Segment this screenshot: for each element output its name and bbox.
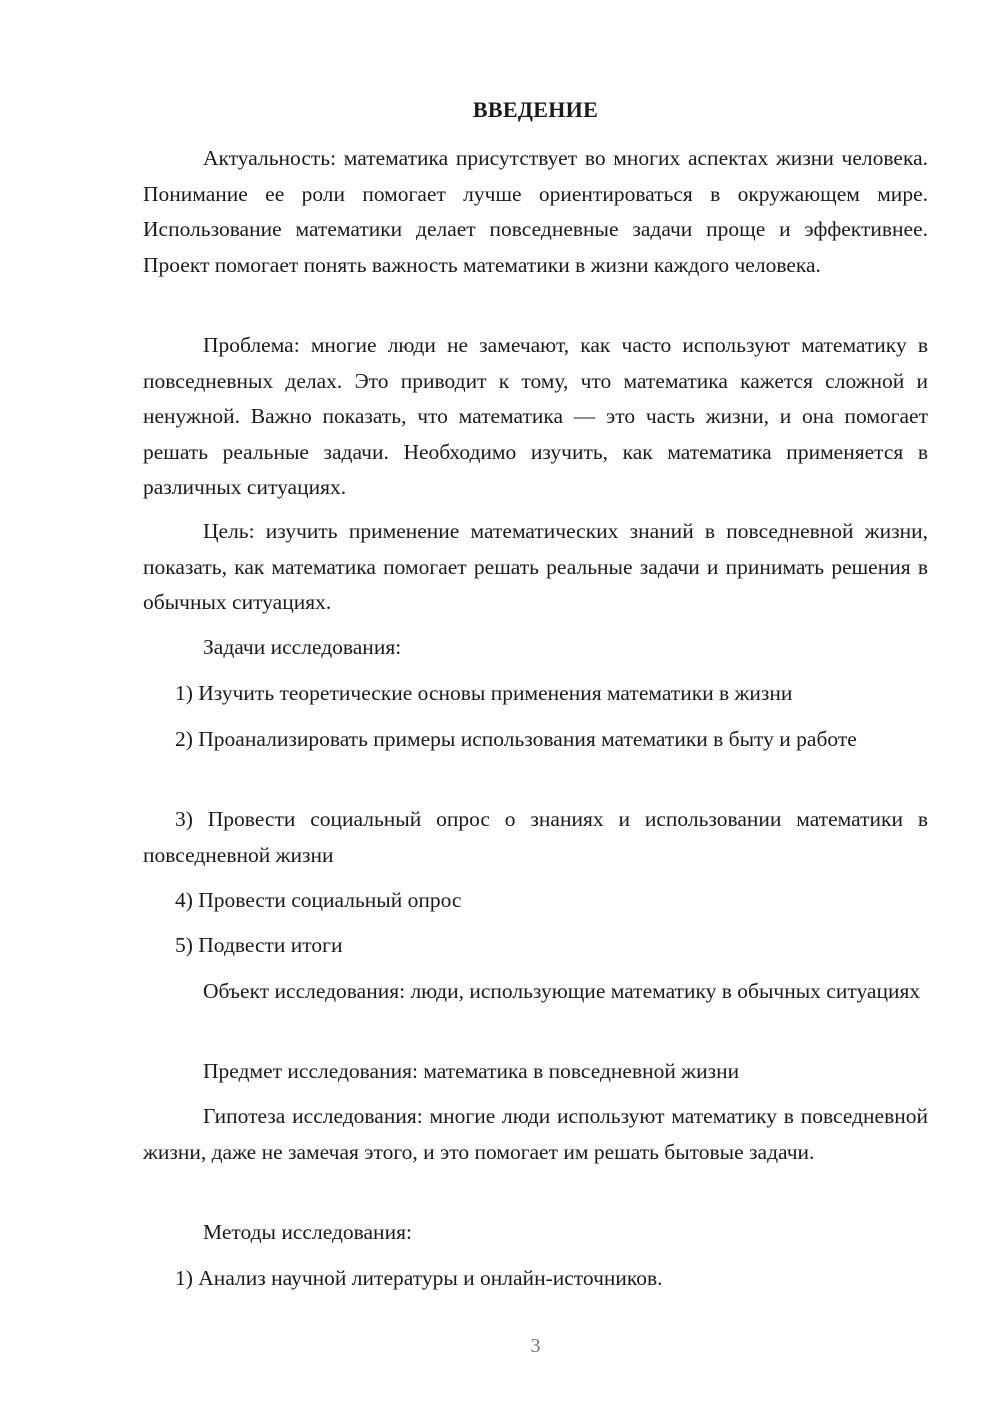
task-item-2: 2) Проанализировать примеры использования математики в быту и работе xyxy=(175,727,857,751)
task-item-4: 4) Провести социальный опрос xyxy=(175,888,462,912)
paragraph-relevance: Актуальность: математика присутствует во многих аспектах жизни человека. Понимание ее роли помогает лучше ориентироваться в окружающем мире. Использование математики делает повседневные задачи проще и эффективнее. Проект помогает понять важность математики в жизни каждого человека. xyxy=(143,146,928,277)
paragraph-tasks-heading: Задачи исследования: xyxy=(203,635,402,659)
paragraph-problem: Проблема: многие люди не замечают, как часто используют математику в повседневных делах. Это приводит к тому, что математика кажется сложной и ненужной. Важно показать, что математика — это часть жизни, и она помогает решать реальные задачи. Необходимо изучить, как математика применяется в различных ситуациях. xyxy=(143,333,928,499)
document-page xyxy=(143,0,928,1414)
paragraph-goal: Цель: изучить применение математических знаний в повседневной жизни, показать, как математика помогает решать реальные задачи и принимать решения в обычных ситуациях. xyxy=(143,519,928,614)
method-item-1: 1) Анализ научной литературы и онлайн-источников. xyxy=(175,1266,663,1290)
task-item-3: 3) Провести социальный опрос о знаниях и использовании математики в повседневной жизни xyxy=(143,807,928,867)
page-title: ВВЕДЕНИЕ xyxy=(472,97,599,122)
task-item-5: 5) Подвести итоги xyxy=(175,933,343,957)
paragraph-hypothesis: Гипотеза исследования: многие люди используют математику в повседневной жизни, даже не замечая этого, и это помогает им решать бытовые задачи. xyxy=(143,1104,928,1164)
paragraph-subject: Предмет исследования: математика в повседневной жизни xyxy=(203,1059,740,1083)
paragraph-object: Объект исследования: люди, использующие математику в обычных ситуациях xyxy=(203,979,921,1003)
page-number: 3 xyxy=(530,1335,541,1357)
paragraph-methods-heading: Методы исследования: xyxy=(203,1220,412,1244)
task-item-1: 1) Изучить теоретические основы применения математики в жизни xyxy=(175,681,793,705)
